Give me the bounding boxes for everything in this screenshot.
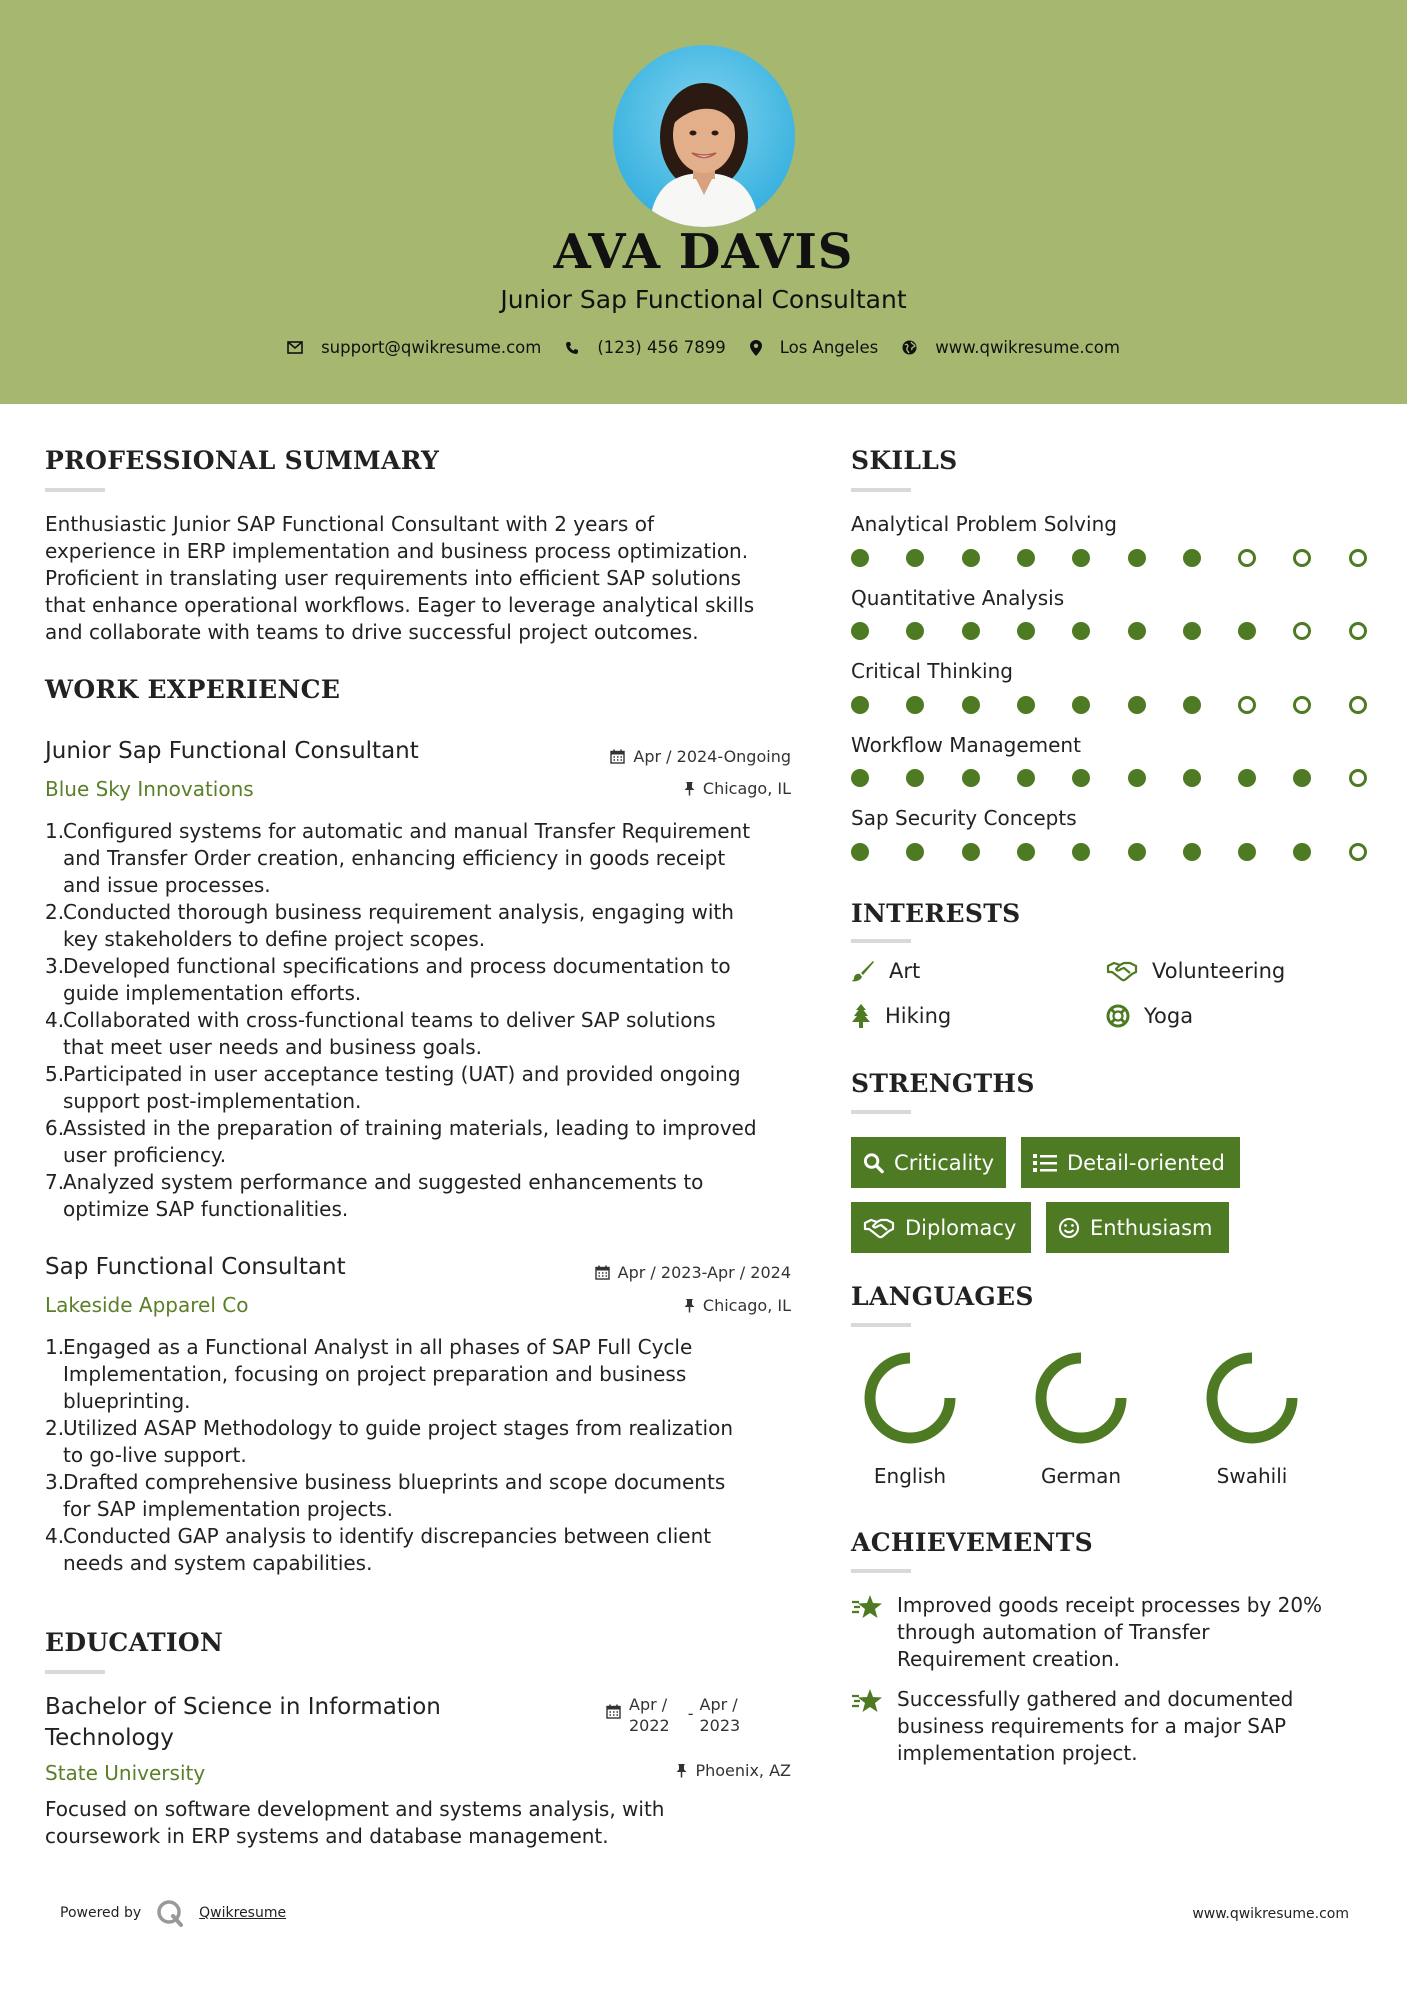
lifebuoy-icon — [1106, 1004, 1130, 1028]
summary-line: that enhance operational workflows. Eager to leverage analytical skills — [45, 593, 755, 617]
achievement-item: Improved goods receipt processes by 20% through automation of Transfer Requirement creation. — [851, 1592, 1371, 1673]
list-item: 3. Drafted comprehensive business blueprints and scope documents for SAP implementation projects. — [45, 1470, 726, 1521]
summary-line: Enthusiastic Junior SAP Functional Consultant with 2 years of — [45, 512, 654, 536]
list-item: 4. Collaborated with cross-functional teams to deliver SAP solutions that meet user needs and business goals. — [45, 1008, 716, 1059]
pushpin-icon — [684, 1298, 695, 1313]
job-dates — [540, 1263, 791, 1282]
email-text: support@qwikresume.com — [321, 338, 542, 357]
job-title: Junior Sap Functional Consultant — [45, 738, 419, 764]
brand-link[interactable]: Qwikresume — [199, 1905, 287, 1921]
skill-dot-filled — [1072, 769, 1090, 787]
calendar-icon — [606, 1704, 621, 1719]
skill-dot-filled — [906, 696, 924, 714]
phone-text: (123) 456 7899 — [597, 338, 726, 357]
skill-dot-empty — [1349, 843, 1367, 861]
skill-dot-empty — [1349, 549, 1367, 567]
calendar-icon — [595, 1265, 610, 1280]
skill-dot-empty — [1349, 696, 1367, 714]
list-item: 1. Configured systems for automatic and manual Transfer Requirement and Transfer Order creation, enhancing efficiency in goods receipt and issue processes. — [45, 819, 751, 897]
candidate-name: AVA DAVIS — [553, 224, 854, 280]
skill-name: Quantitative Analysis — [851, 586, 1065, 610]
skill-dot-filled — [1072, 696, 1090, 714]
summary-text — [45, 511, 805, 646]
strengths-heading: STRENGTHS — [851, 1069, 1035, 1098]
skill-dot-filled — [1293, 843, 1311, 861]
list-item: 1. Engaged as a Functional Analyst in all phases of SAP Full Cycle Implementation, focusing on project preparation and business blueprinting. — [45, 1335, 693, 1413]
education-dates — [606, 1694, 740, 1736]
languages-divider — [851, 1323, 911, 1327]
list-item: 7. Analyzed system performance and suggested enhancements to optimize SAP functionalities. — [45, 1170, 704, 1221]
profile-photo — [613, 45, 795, 227]
skill-dot-filled — [962, 843, 980, 861]
skill-dot-filled — [1128, 549, 1146, 567]
skill-dot-filled — [1017, 696, 1035, 714]
skill-dot-filled — [1183, 549, 1201, 567]
skill-rating — [851, 549, 1368, 571]
school-name: State University — [45, 1761, 206, 1785]
skill-dot-filled — [906, 549, 924, 567]
skill-dot-filled — [906, 769, 924, 787]
strength-badge: Enthusiasm — [1046, 1202, 1229, 1253]
skill-dot-filled — [962, 769, 980, 787]
skill-name: Analytical Problem Solving — [851, 512, 1117, 536]
strength-badge: Diplomacy — [851, 1202, 1031, 1253]
language-item — [850, 1350, 970, 1488]
star-icon — [851, 1688, 883, 1714]
language-item — [1192, 1350, 1312, 1488]
skill-dot-filled — [906, 843, 924, 861]
star-icon — [851, 1594, 883, 1620]
skill-dot-empty — [1238, 696, 1256, 714]
skill-dot-filled — [1183, 769, 1201, 787]
interest-item: Volunteering — [1106, 959, 1285, 983]
strengths-divider — [851, 1110, 911, 1114]
language-progress-ring — [1033, 1350, 1129, 1446]
interest-item: Art — [851, 959, 920, 983]
degree-title: Bachelor of Science in Information Technology — [45, 1694, 441, 1751]
strength-badge: Criticality — [851, 1137, 1006, 1188]
paintbrush-icon — [851, 960, 875, 982]
powered-by-label: Powered by — [60, 1905, 142, 1921]
list-item: 2. Conducted thorough business requirement analysis, engaging with key stakeholders to define project scopes. — [45, 900, 734, 951]
skill-dot-filled — [1017, 843, 1035, 861]
skill-dot-filled — [1128, 769, 1146, 787]
summary-line: and collaborate with teams to drive successful project outcomes. — [45, 620, 699, 644]
language-progress-arc — [870, 1358, 950, 1438]
education-heading: EDUCATION — [45, 1628, 224, 1657]
skill-dot-filled — [1238, 769, 1256, 787]
education-divider — [45, 1670, 105, 1674]
school-location — [560, 1761, 791, 1780]
skills-heading: SKILLS — [851, 446, 958, 475]
skill-dot-filled — [851, 549, 869, 567]
qwikresume-logo-icon — [155, 1898, 185, 1928]
strength-badge: Detail-oriented — [1021, 1137, 1240, 1188]
contact-website[interactable] — [902, 338, 1120, 357]
skill-dot-filled — [1183, 696, 1201, 714]
language-name: English — [873, 1464, 947, 1488]
skill-dot-filled — [1183, 843, 1201, 861]
language-progress-arc — [1212, 1358, 1292, 1438]
candidate-title: Junior Sap Functional Consultant — [500, 285, 907, 314]
location-text: Los Angeles — [779, 338, 879, 357]
list-item: 6. Assisted in the preparation of training materials, leading to improved user proficiency. — [45, 1116, 757, 1167]
education-date-separator: - — [687, 1704, 694, 1723]
skill-dot-filled — [1238, 843, 1256, 861]
education-end: Apr / 2023 — [699, 1695, 741, 1735]
envelope-icon — [287, 341, 303, 354]
handshake-icon — [1106, 960, 1138, 982]
calendar-icon — [610, 749, 625, 764]
skill-dot-filled — [1017, 769, 1035, 787]
language-progress-ring — [1204, 1350, 1300, 1446]
job-location-text: Chicago, IL — [702, 779, 791, 798]
contact-location — [750, 338, 879, 357]
interests-heading: INTERESTS — [851, 899, 1021, 928]
achievements-divider — [851, 1569, 911, 1573]
skill-dot-empty — [1349, 622, 1367, 640]
list-item: 5. Participated in user acceptance testing (UAT) and provided ongoing support post-implementation. — [45, 1062, 741, 1113]
skill-dot-filled — [1128, 696, 1146, 714]
skill-dot-filled — [1072, 622, 1090, 640]
skill-dot-filled — [851, 843, 869, 861]
language-progress-arc — [1041, 1358, 1121, 1438]
resume-header — [0, 0, 1407, 404]
skill-dot-filled — [1128, 622, 1146, 640]
person-avatar-icon — [613, 45, 795, 227]
company-name: Lakeside Apparel Co — [45, 1293, 249, 1317]
list-item: 2. Utilized ASAP Methodology to guide project stages from realization to go-live support. — [45, 1416, 733, 1467]
skill-name: Workflow Management — [851, 733, 1081, 757]
job-dates — [560, 747, 791, 766]
language-name: German — [1040, 1464, 1122, 1488]
skill-dot-empty — [1349, 769, 1367, 787]
list-item: 3. Developed functional specifications and process documentation to guide implementation efforts. — [45, 954, 731, 1005]
skill-dot-empty — [1238, 549, 1256, 567]
skills-divider — [851, 488, 911, 492]
skill-dot-filled — [906, 622, 924, 640]
summary-divider — [45, 488, 105, 492]
school-location-text: Phoenix, AZ — [695, 1761, 791, 1780]
search-icon — [863, 1152, 884, 1174]
skill-dot-empty — [1293, 696, 1311, 714]
skill-dot-filled — [851, 769, 869, 787]
smile-icon — [1058, 1217, 1080, 1239]
summary-line: experience in ERP implementation and business process optimization. — [45, 539, 749, 563]
skill-dot-filled — [962, 622, 980, 640]
skill-dot-filled — [851, 622, 869, 640]
skill-rating — [851, 769, 1368, 791]
pushpin-icon — [676, 1763, 687, 1778]
language-name: Swahili — [1216, 1464, 1288, 1488]
interest-item: Hiking — [851, 1004, 951, 1028]
education-start: Apr / 2022 — [629, 1695, 670, 1735]
job-responsibilities — [45, 818, 805, 1223]
map-pin-icon — [750, 340, 762, 356]
contact-bar — [0, 338, 1407, 357]
company-name: Blue Sky Innovations — [45, 777, 254, 801]
skill-dot-filled — [1072, 843, 1090, 861]
skill-dot-filled — [962, 696, 980, 714]
achievements-heading: ACHIEVEMENTS — [851, 1528, 1093, 1557]
language-progress-ring — [862, 1350, 958, 1446]
interests-divider — [851, 939, 911, 943]
contact-phone[interactable] — [565, 338, 725, 357]
job-dates-text: Apr / 2024-Ongoing — [633, 747, 791, 766]
job-dates-text: Apr / 2023-Apr / 2024 — [617, 1263, 791, 1282]
interest-item: Yoga — [1106, 1004, 1193, 1028]
skill-dot-empty — [1293, 549, 1311, 567]
skill-dot-filled — [1072, 549, 1090, 567]
job-location — [560, 1296, 791, 1315]
contact-email[interactable] — [287, 338, 541, 357]
skill-dot-filled — [1017, 549, 1035, 567]
job-responsibilities — [45, 1334, 805, 1577]
skill-dot-filled — [851, 696, 869, 714]
languages-heading: LANGUAGES — [851, 1282, 1034, 1311]
footer-website[interactable]: www.qwikresume.com — [1192, 1906, 1349, 1922]
job-title: Sap Functional Consultant — [45, 1254, 346, 1280]
list-icon — [1033, 1153, 1057, 1173]
powered-by — [60, 1898, 286, 1928]
tree-icon — [851, 1004, 871, 1028]
job-location — [560, 779, 791, 798]
phone-icon — [565, 341, 579, 355]
summary-line: Proficient in translating user requirements into efficient SAP solutions — [45, 566, 741, 590]
job-location-text: Chicago, IL — [702, 1296, 791, 1315]
skill-dot-empty — [1293, 622, 1311, 640]
skill-dot-filled — [962, 549, 980, 567]
summary-heading: PROFESSIONAL SUMMARY — [45, 446, 440, 475]
pushpin-icon — [684, 781, 695, 796]
education-description: Focused on software development and systems analysis, with coursework in ERP systems and database management. — [45, 1797, 665, 1848]
handshake-icon — [863, 1217, 895, 1239]
achievement-item: Successfully gathered and documented business requirements for a major SAP implementation project. — [851, 1686, 1371, 1767]
skill-dot-filled — [1238, 622, 1256, 640]
skill-name: Sap Security Concepts — [851, 806, 1077, 830]
skill-rating — [851, 843, 1368, 865]
skill-name: Critical Thinking — [851, 659, 1013, 683]
skill-rating — [851, 696, 1368, 718]
skill-dot-filled — [1017, 622, 1035, 640]
skill-dot-filled — [1183, 622, 1201, 640]
skill-rating — [851, 622, 1368, 644]
globe-icon — [902, 340, 917, 355]
language-item — [1021, 1350, 1141, 1488]
experience-heading: WORK EXPERIENCE — [45, 675, 341, 704]
website-text: www.qwikresume.com — [935, 338, 1120, 357]
skill-dot-filled — [1128, 843, 1146, 861]
skill-dot-filled — [1293, 769, 1311, 787]
list-item: 4. Conducted GAP analysis to identify discrepancies between client needs and system capabilities. — [45, 1524, 712, 1575]
